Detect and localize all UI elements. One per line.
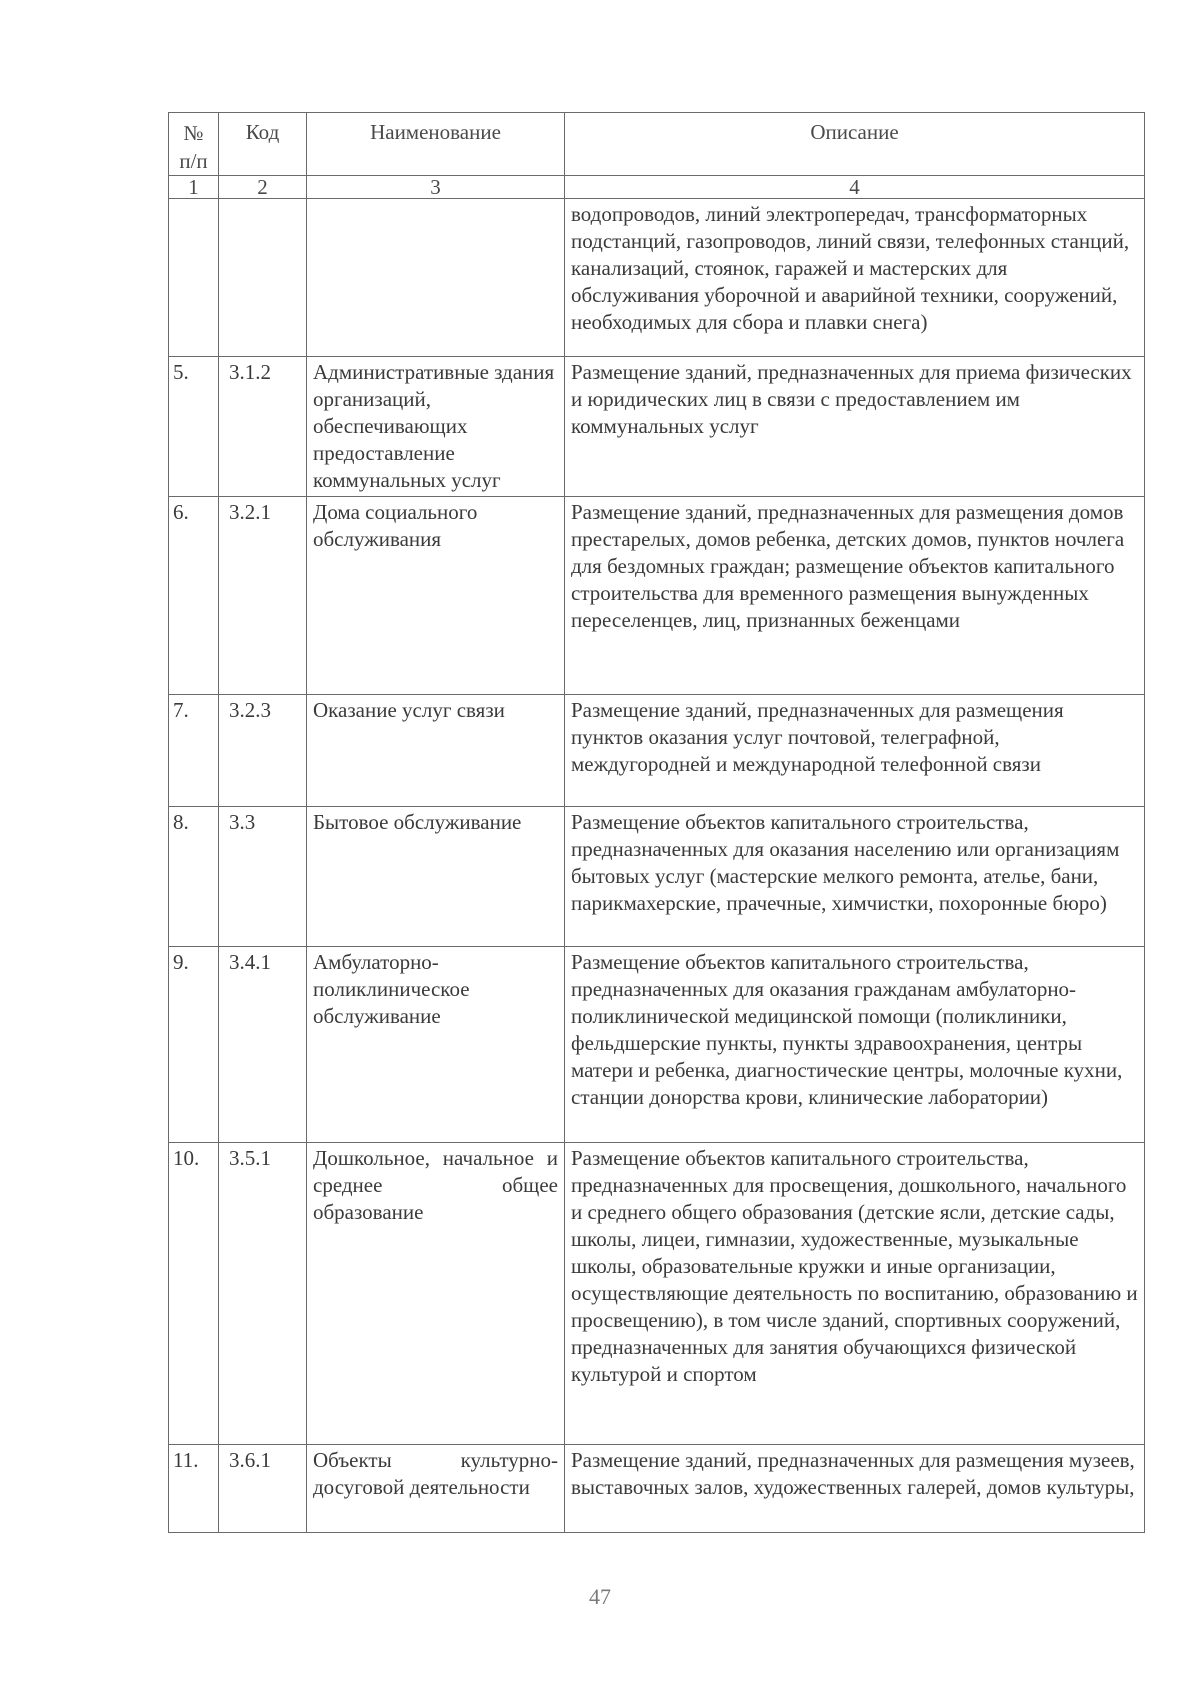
row-code: 3.6.1 [219,1445,307,1533]
row-name: Оказание услуг связи [307,695,565,807]
row-description: Размещение зданий, предназначенных для размещения домов престарелых, домов ребенка, детских домов, пунктов ночлега для бездомных граждан; размещение объектов капитального строительства для временного размещения вынужденных переселенцев, лиц, признанных беженцами [565,497,1145,695]
row-number: 7. [169,695,219,807]
table-row [169,497,1145,695]
table-row [169,1445,1145,1533]
table-row [169,807,1145,947]
table-row [169,199,1145,357]
table-row [169,357,1145,497]
row-description: Размещение зданий, предназначенных для размещения пунктов оказания услуг почтовой, телеграфной, междугородней и международной телефонной связи [565,695,1145,807]
column-number: 1 [169,176,219,199]
row-code [219,199,307,357]
table-row [169,1143,1145,1445]
row-name: Объекты культурно-досуговой деятельности [307,1445,565,1533]
row-description: Размещение объектов капитального строительства, предназначенных для оказания населению или организациям бытовых услуг (мастерские мелкого ремонта, ателье, бани, парикмахерские, прачечные, химчистки, похоронные бюро) [565,807,1145,947]
row-code: 3.4.1 [219,947,307,1143]
header-number: № п/п [169,113,219,176]
row-number: 6. [169,497,219,695]
header-name: Наименование [307,113,565,176]
table-header-row [169,113,1145,176]
row-code: 3.1.2 [219,357,307,497]
row-number: 11. [169,1445,219,1533]
row-description: водопроводов, линий электропередач, трансформаторных подстанций, газопроводов, линий связи, телефонных станций, канализаций, стоянок, гаражей и мастерских для обслуживания уборочной и аварийной техники, сооружений, необходимых для сбора и плавки снега) [565,199,1145,357]
row-name: Дошкольное, начальное и среднее общее образование [307,1143,565,1445]
table-row [169,947,1145,1143]
row-code: 3.3 [219,807,307,947]
row-name: Бытовое обслуживание [307,807,565,947]
row-code: 3.2.1 [219,497,307,695]
column-number: 2 [219,176,307,199]
land-use-table [168,112,1145,1533]
row-description: Размещение зданий, предназначенных для размещения музеев, выставочных залов, художественных галерей, домов культуры, [565,1445,1145,1533]
row-description: Размещение объектов капитального строительства, предназначенных для просвещения, дошкольного, начального и среднего общего образования (детские ясли, детские сады, школы, лицеи, гимназии, художественные, музыкальные школы, образовательные кружки и иные организации, осуществляющие деятельность по воспитанию, образованию и просвещению), в том числе зданий, спортивных сооружений, предназначенных для занятия обучающихся физической культурой и спортом [565,1143,1145,1445]
row-number [169,199,219,357]
row-number: 9. [169,947,219,1143]
table-row [169,695,1145,807]
header-code: Код [219,113,307,176]
column-number: 4 [565,176,1145,199]
row-description: Размещение объектов капитального строительства, предназначенных для оказания гражданам амбулаторно-поликлинической медицинской помощи (поликлиники, фельдшерские пункты, пункты здравоохранения, центры матери и ребенка, диагностические центры, молочные кухни, станции донорства крови, клинические лаборатории) [565,947,1145,1143]
row-name [307,199,565,357]
header-description: Описание [565,113,1145,176]
page-number: 47 [589,1584,611,1609]
row-code: 3.2.3 [219,695,307,807]
column-number: 3 [307,176,565,199]
row-name: Амбулаторно-поликлиническое обслуживание [307,947,565,1143]
row-name: Административные здания организаций, обеспечивающих предоставление коммунальных услуг [307,357,565,497]
row-code: 3.5.1 [219,1143,307,1445]
row-number: 10. [169,1143,219,1445]
row-description: Размещение зданий, предназначенных для приема физических и юридических лиц в связи с предоставлением им коммунальных услуг [565,357,1145,497]
column-numbers-row [169,176,1145,199]
row-number: 8. [169,807,219,947]
row-number: 5. [169,357,219,497]
row-name: Дома социального обслуживания [307,497,565,695]
